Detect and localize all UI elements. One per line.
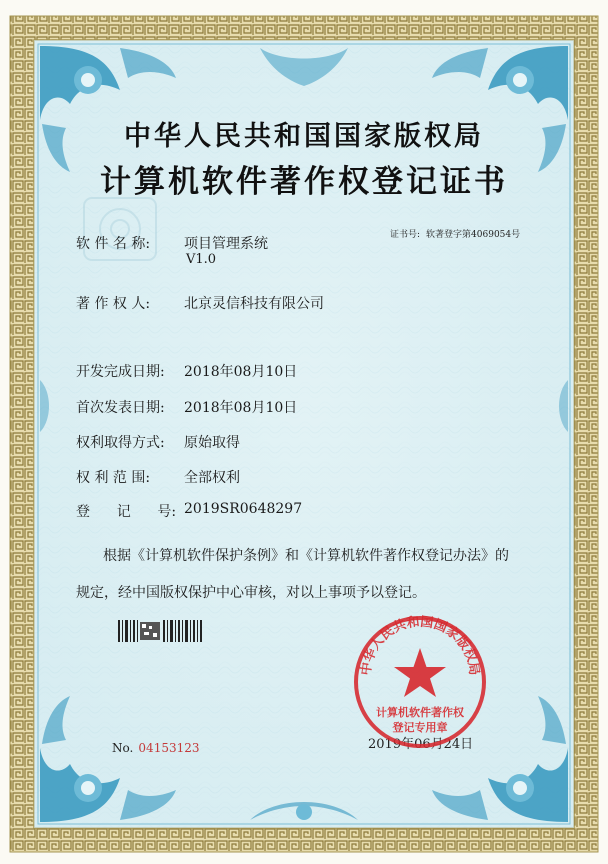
- seal-ring-text: 中华人民共和国国家版权局: [358, 614, 482, 677]
- registration-number-value: 2019SR0648297: [184, 501, 303, 517]
- certificate-number-label: 证书号:: [390, 230, 421, 240]
- publication-date-label: 首次发表日期:: [76, 400, 165, 416]
- publication-date-value: 2018年08月10日: [184, 400, 298, 416]
- serial-number-value: 04153123: [138, 741, 200, 755]
- issue-date: 2019年06月24日: [368, 737, 474, 752]
- development-date-value: 2018年08月10日: [184, 364, 298, 380]
- rights-scope-label: 权 利 范 围:: [76, 470, 151, 486]
- official-seal: [350, 612, 490, 752]
- seal-inner-line-1: 计算机软件著作权: [376, 706, 464, 719]
- software-version-value: V1.0: [186, 252, 217, 267]
- software-name-value: 项目管理系统: [184, 236, 268, 252]
- statement-line-1: 根据《计算机软件保护条例》和《计算机软件著作权登记办法》的: [103, 548, 509, 564]
- acquisition-method-value: 原始取得: [184, 435, 240, 451]
- certificate-number: [390, 227, 520, 240]
- serial-number: [112, 737, 200, 756]
- statement-line-2: 规定，经中国版权保护中心审核，对以上事项予以登记。: [76, 585, 426, 601]
- acquisition-method-label: 权利取得方式:: [76, 435, 165, 451]
- seal-star-icon: [394, 648, 446, 697]
- development-date-label: 开发完成日期:: [76, 364, 165, 380]
- registration-number-label: 登 记 号:: [76, 504, 177, 520]
- copyright-holder-value: 北京灵信科技有限公司: [184, 296, 324, 312]
- barcode: [118, 620, 202, 642]
- seal-inner-line-2: 登记专用章: [392, 721, 448, 734]
- issuer-title: 中华人民共和国国家版权局: [124, 121, 484, 152]
- copyright-holder-label: 著 作 权 人:: [76, 296, 151, 312]
- certificate-title: 计算机软件著作权登记证书: [100, 164, 508, 200]
- software-name-label: 软 件 名 称:: [76, 236, 151, 252]
- certificate-number-value: 软著登字第4069054号: [426, 230, 521, 240]
- serial-number-label: No.: [112, 741, 134, 755]
- rights-scope-value: 全部权利: [184, 470, 240, 486]
